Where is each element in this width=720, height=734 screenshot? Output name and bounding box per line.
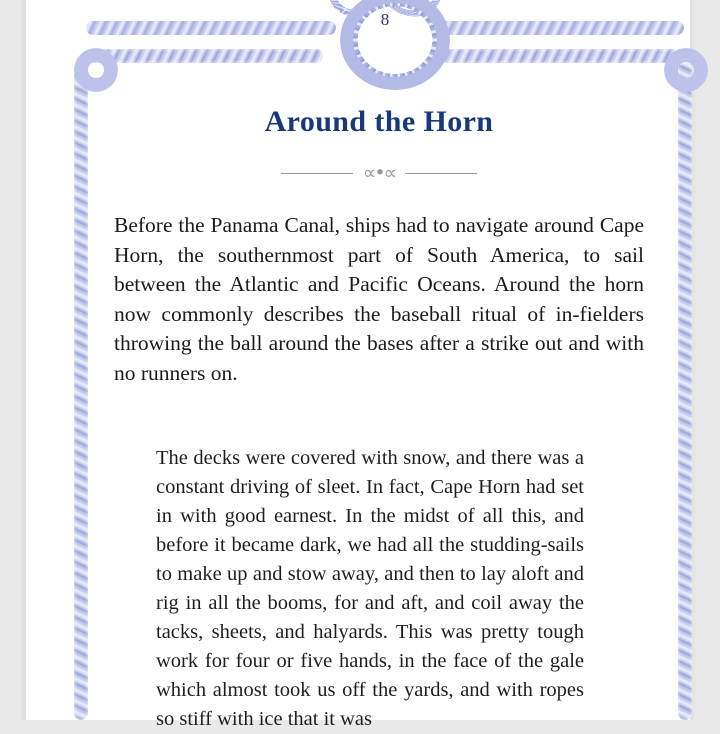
page-number: 8 [380, 10, 390, 29]
page-title: Around the Horn [264, 105, 494, 138]
rope-segment-right [678, 62, 692, 720]
knot-ornament-icon: ∝•∝ [362, 161, 396, 184]
page-content [114, 0, 644, 734]
rope-corner-top-left-icon [74, 48, 118, 92]
divider-rule-left [281, 173, 353, 174]
quotation-block [114, 388, 584, 734]
rope-segment-left [74, 62, 88, 720]
divider-rule-right [405, 173, 477, 174]
rope-corner-top-right-icon [664, 48, 708, 92]
page-sheet [26, 0, 690, 730]
quotation-paragraph: The decks were covered with snow, and there was a constant driving of sleet. In fact, Cape Horn had set in with good earnest. In the midst of all this, and before it became dark, we had all the studding-sails to make up and stow away, and then to lay aloft and rig in all the booms, for and aft, and coil away the tacks, sheets, and halyards. This was pretty tough work for four or five hands, in the face of the gale which almost took us off the yards, and with ropes so stiff with ice that it was [156, 447, 584, 730]
intro-paragraph: Before the Panama Canal, ships had to navigate around Cape Horn, the southernmost part of South America, to sail between the Atlantic and Pacific Oceans. Around the horn now commonly describes the baseball ritual of in-fielders throwing the ball around the bases after a strike out and with no runners on. [114, 213, 644, 385]
section-divider [114, 161, 644, 185]
